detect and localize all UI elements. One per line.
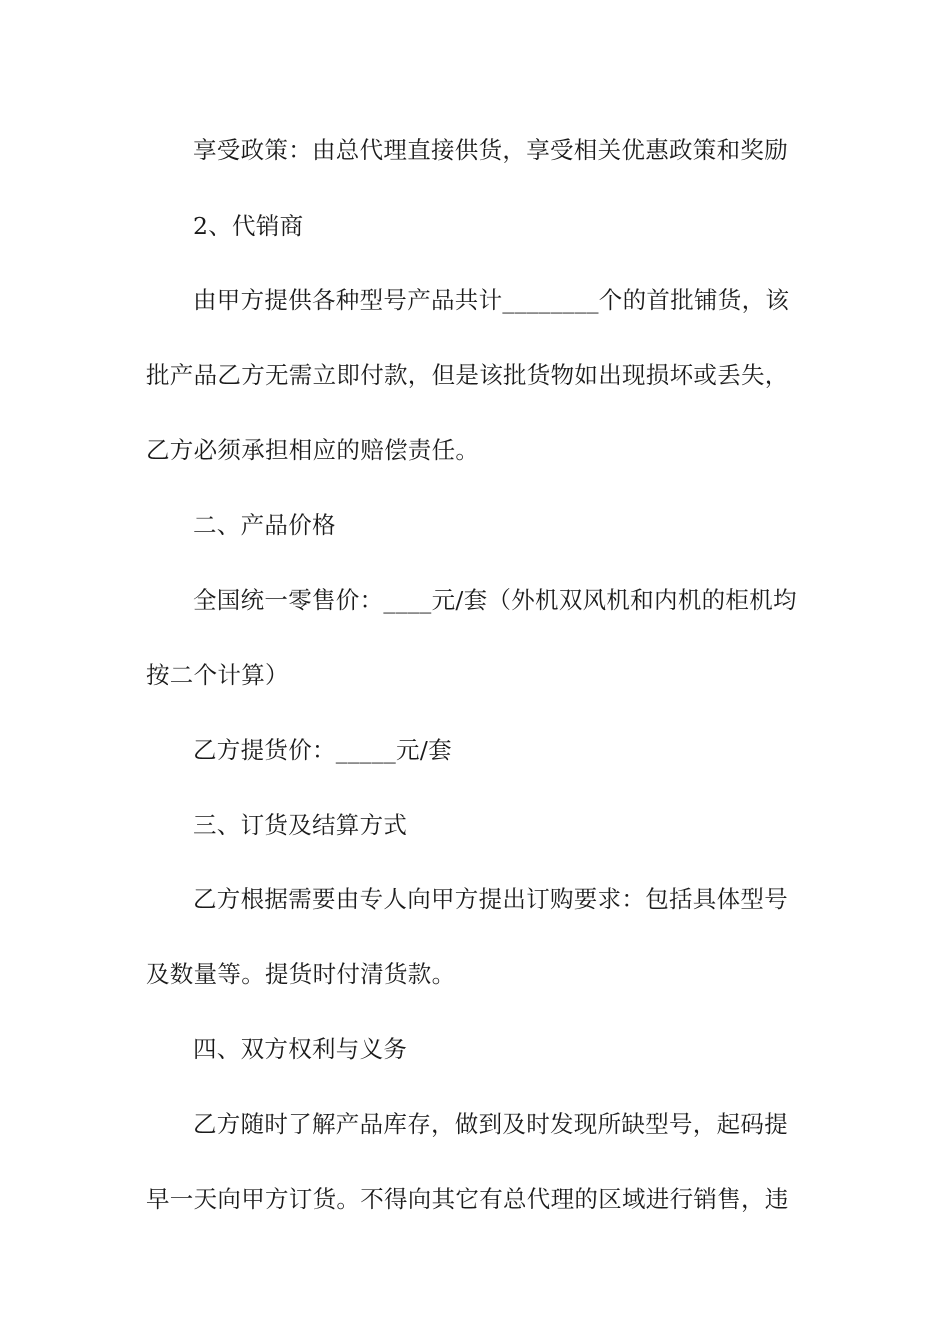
policy-line: 享受政策：由总代理直接供货，享受相关优惠政策和奖励 [193, 136, 788, 164]
paragraph-line: 由甲方提供各种型号产品共计________个的首批铺货，该 [193, 286, 790, 314]
section-heading-price: 二、产品价格 [193, 511, 336, 539]
paragraph-line: 批产品乙方无需立即付款，但是该批货物如出现损坏或丢失， [146, 361, 789, 389]
paragraph-line: 乙方必须承担相应的赔偿责任。 [146, 436, 480, 464]
paragraph-line: 乙方根据需要由专人向甲方提出订购要求：包括具体型号 [193, 885, 788, 913]
paragraph-line: 及数量等。提货时付清货款。 [146, 960, 456, 988]
section-heading-consignee: 2、代销商 [193, 212, 304, 240]
paragraph-line: 乙方随时了解产品库存，做到及时发现所缺型号，起码提 [193, 1110, 788, 1138]
section-heading-rights: 四、双方权利与义务 [193, 1035, 408, 1063]
section-heading-ordering: 三、订货及结算方式 [193, 811, 408, 839]
paragraph-line: 早一天向甲方订货。不得向其它有总代理的区域进行销售，违 [146, 1185, 789, 1213]
paragraph-line: 全国统一零售价：____元/套（外机双风机和内机的柜机均 [193, 586, 797, 614]
paragraph-line: 按二个计算） [146, 661, 289, 689]
paragraph-line: 乙方提货价：_____元/套 [193, 736, 452, 764]
